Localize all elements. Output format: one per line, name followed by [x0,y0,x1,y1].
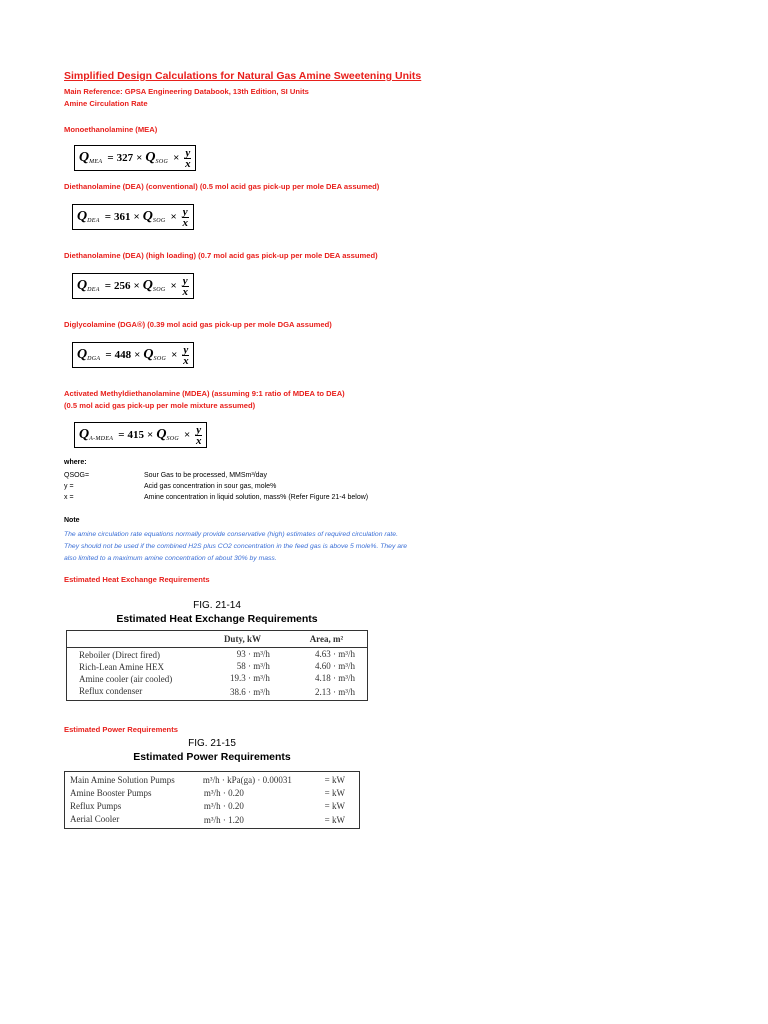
power-row-name: Aerial Cooler [70,814,120,824]
power-row-unit: = kW [324,800,345,811]
heat-table [66,630,368,701]
eq-sog: SOG [152,218,166,224]
eq-coef: 448 [114,349,132,361]
table-row [67,660,368,672]
heat-row-duty: 58 · m³/h [236,661,270,671]
eq-den: x [183,354,189,367]
amine-heading-dga: Diglycolamine (DGA®) (0.39 mol acid gas pick-up per mole DGA assumed) [64,320,332,329]
where-desc-qsog: Sour Gas to be processed, MMSm³/day [144,472,267,479]
heat-table-wrapper [66,630,368,701]
eq-sog: SOG [166,436,180,442]
eq-q: Q [79,150,90,165]
note-text: The amine circulation rate equations normally provide conservative (high) estimates of required circulation rate. They should not be used if the combined H2S plus CO2 concentration in the feed gas is above 5 mole%. They are also limited to a maximum amine concentration of about 30% by mass. [64,531,408,562]
eq-sog: SOG [155,159,169,165]
power-row-formula: m³/h · 1.20 [203,815,244,825]
where-desc-x: Amine concentration in liquid solution, mass% (Refer Figure 21-4 below) [144,494,369,501]
where-desc-y: Acid gas concentration in sour gas, mole% [144,483,277,490]
equation-dga: Q DGA = 448 × Q SOG × $\frac{y}{x}$ [72,342,194,368]
power-row-name: Amine Booster Pumps [70,788,152,798]
power-row-unit: = kW [324,787,345,798]
eq-qsog: Q [143,347,154,362]
heat-row-duty: 93 · m³/h [236,649,270,659]
eq-num: y [185,146,191,159]
table-row [67,648,368,661]
eq-sub: A-MDEA [89,436,114,442]
eq-den: x [182,216,188,229]
heat-row-area: 4.18 · m³/h [315,673,355,683]
equation-dea-conventional: Q DEA = 361 × Q SOG × $\frac{y}{x}$ [72,204,194,230]
eq-q: Q [77,347,88,362]
heat-row-duty: 19.3 · m³/h [229,673,270,683]
eq-qsog: Q [142,209,153,224]
where-symbol-qsog: QSOG= [64,472,90,479]
eq-sub: MEA [89,159,103,165]
power-fig-number: FIG. 21-15 [188,738,236,749]
power-row-name: Main Amine Solution Pumps [70,775,175,785]
table-row [65,786,360,799]
document-title: Simplified Design Calculations for Natural Gas Amine Sweetening Units [64,70,422,82]
eq-fraction [182,345,189,366]
heat-col-area: Area, m² [286,631,368,648]
amine-heading-mea: Monoethanolamine (MEA) [64,125,158,134]
eq-sub: DEA [87,287,100,293]
eq-q: Q [79,427,90,442]
power-heading: Estimated Power Requirements [64,725,178,734]
equation-mea: Q MEA = 327 × Q SOG × $\frac{y}{x}$ [74,145,196,171]
power-fig-title: Estimated Power Requirements [133,751,291,763]
heat-row-area: 4.60 · m³/h [315,661,355,671]
eq-den: x [185,157,191,170]
eq-q: Q [77,278,88,293]
power-row-formula: m³/h · 0.20 [203,787,244,798]
amine-heading-amdea-line2: (0.5 mol acid gas pick-up per mole mixture assumed) [64,401,256,410]
power-row-unit: = kW [324,815,345,825]
where-label: where: [64,459,87,466]
equation-amdea: Q A-MDEA = 415 × Q SOG × $\frac{y}{x}$ [74,422,207,448]
eq-sub: DGA [87,356,101,362]
eq-qsog: Q [145,150,156,165]
eq-den: x [195,434,202,447]
eq-fraction [195,425,202,446]
table-row [65,772,360,787]
equation-dea-high: Q DEA = 256 × Q SOG × $\frac{y}{x}$ [72,273,194,299]
heat-row-name: Reflux condenser [79,686,143,696]
amine-heading-amdea: Activated Methyldiethanolamine (MDEA) (assuming 9:1 ratio of MDEA to DEA) [64,389,345,398]
power-row-unit: = kW [324,775,345,785]
heat-row-area: 4.63 · m³/h [315,649,355,659]
note-label: Note [64,517,80,524]
eq-sog: SOG [152,287,166,293]
heat-fig-number: FIG. 21-14 [193,600,241,611]
eq-num: y [182,274,188,287]
eq-coef: 361 [113,211,131,223]
heat-row-name: Amine cooler (air cooled) [79,674,173,684]
heat-row-duty: 38.6 · m³/h [229,687,270,697]
amine-heading-dea-conventional: Diethanolamine (DEA) (conventional) (0.5 mol acid gas pick-up per mole DEA assumed) [64,182,380,191]
power-row-formula: m³/h · kPa(ga) · 0.00031 [202,775,292,785]
eq-sog: SOG [153,356,167,362]
eq-den: x [182,285,188,298]
heat-heading: Estimated Heat Exchange Requirements [64,575,210,584]
eq-fraction [182,276,189,297]
amine-heading-dea-high: Diethanolamine (DEA) (high loading) (0.7 mol acid gas pick-up per mole DEA assumed) [64,251,378,260]
eq-fraction [184,148,191,169]
power-table-wrapper [64,771,360,829]
table-row [65,812,360,829]
heat-row-name: Reboiler (Direct fired) [79,650,160,660]
eq-num: y [196,423,202,436]
where-symbol-y: y = [64,483,74,490]
eq-num: y [182,205,188,218]
eq-qsog: Q [156,427,167,442]
eq-coef: 327 [116,152,134,164]
table-row [67,672,368,684]
eq-sub: DEA [87,218,100,224]
eq-coef: 256 [113,280,131,292]
power-table [64,771,360,829]
eq-q: Q [77,209,88,224]
eq-qsog: Q [142,278,153,293]
where-symbol-x: x = [64,494,74,501]
main-reference: Main Reference: GPSA Engineering Databook, 13th Edition, SI Units [64,87,309,96]
power-row-formula: m³/h · 0.20 [203,800,244,811]
heat-row-area: 2.13 · m³/h [315,687,355,697]
power-row-name: Reflux Pumps [70,801,122,811]
heat-fig-title: Estimated Heat Exchange Requirements [116,613,318,625]
eq-coef: 415 [127,429,145,441]
section-heading: Amine Circulation Rate [64,99,148,108]
heat-row-name: Rich-Lean Amine HEX [79,662,164,672]
table-row [65,799,360,812]
heat-col-duty: Duty, kW [199,631,286,648]
table-row [67,684,368,701]
eq-num: y [183,343,189,356]
heat-header-row [67,631,368,648]
eq-fraction [182,207,189,228]
